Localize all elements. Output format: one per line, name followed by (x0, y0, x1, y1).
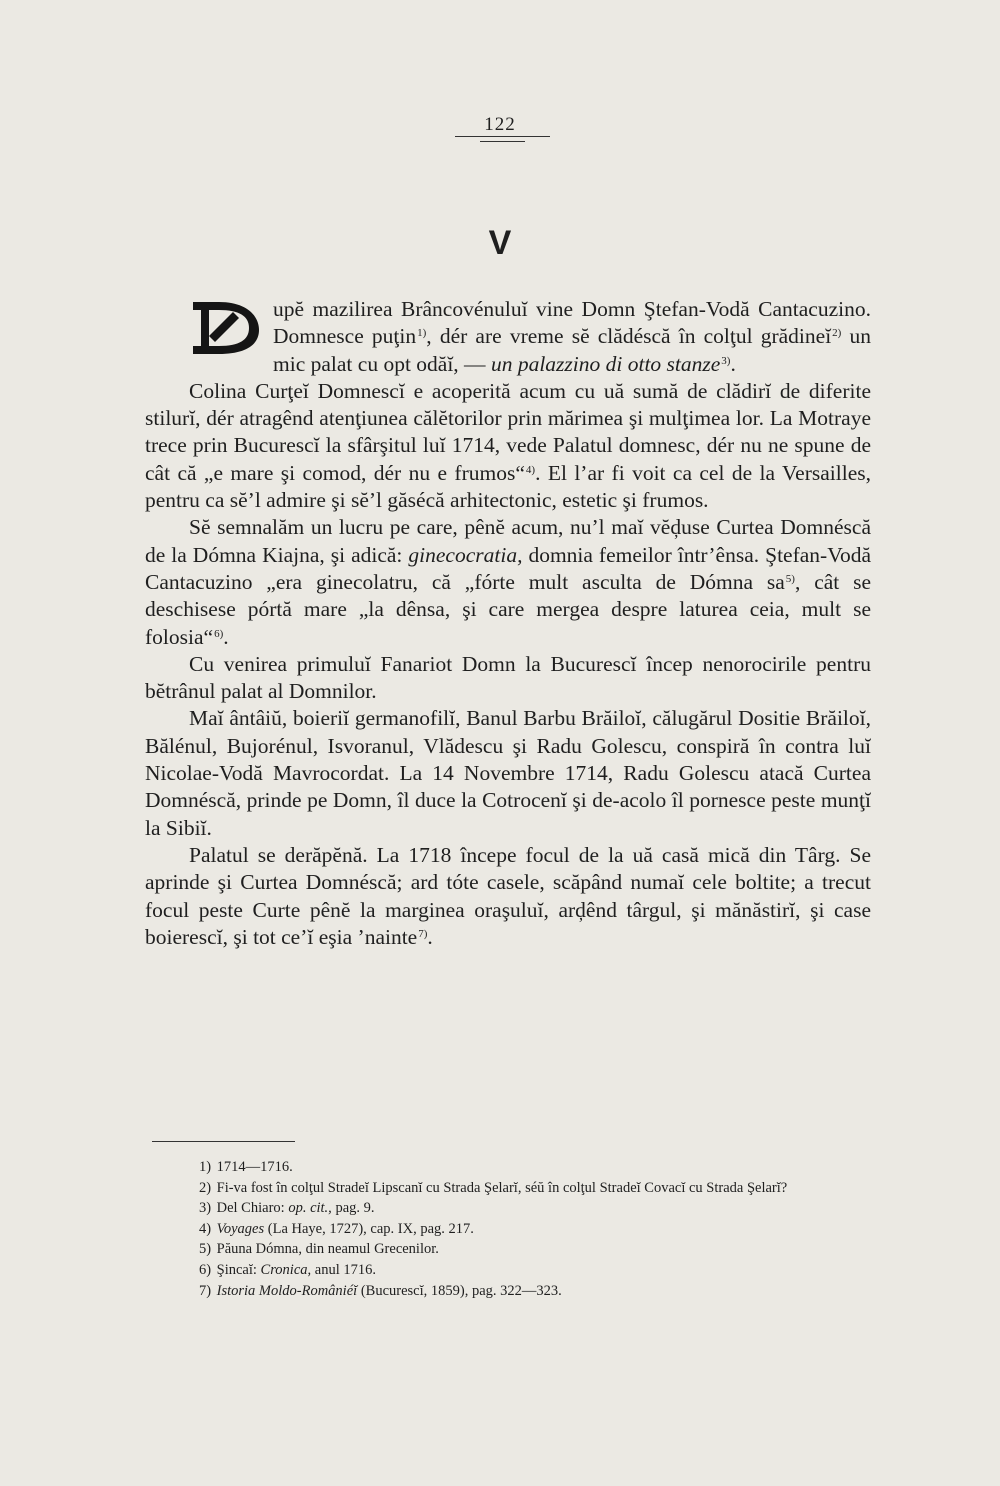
footnote-reference: 5) (785, 572, 795, 585)
footnote-marker: 7) (199, 1282, 212, 1299)
paragraph (145, 378, 871, 514)
footnote-marker: 4) (199, 1220, 212, 1237)
text-run: (Bucurescĭ, 1859), pag. 322—323. (357, 1282, 562, 1299)
footnote-item (145, 1198, 885, 1219)
text-run: un mic palat cu opt odăĭ, — (273, 324, 871, 376)
footnote-marker: 6) (199, 1261, 212, 1278)
footnote-item (145, 1239, 885, 1260)
text-run: Sĕ semnalăm un lucru pe care, pênĕ acum, nu’l maĭ vĕḑuse Curtea Domnéscă de la Dómna Kiajna, şi adică: (145, 515, 871, 567)
footnote-marker: 2) (199, 1179, 212, 1196)
text-run: . (427, 924, 433, 949)
text-run: . (730, 351, 736, 376)
italic-text: ginecocratia, (408, 542, 523, 567)
footnote-reference: 2) (832, 327, 842, 340)
footnote-separator (152, 1141, 295, 1142)
chapter-heading: V (488, 224, 512, 262)
paragraph-content (145, 379, 871, 512)
text-run: anul 1716. (311, 1261, 376, 1278)
text-run: Palatul se derăpĕnă. La 1718 începe focul de la uă casă mică din Târg. Se aprinde şi Curtea Domnéscă; ard tóte casele, scăpând numaĭ cele boltite; a trecut focul peste Curte pênĕ la marginea oraşuluĭ, arḑênd târgul, şi mănăstirĭ, şi case boierescĭ, şi tot ce’ĭ eşia ’nainte (145, 842, 871, 949)
text-run: pag. 9. (331, 1200, 375, 1217)
paragraph-content (145, 652, 871, 703)
italic-text: Istoria Moldo-Româniéĭ (216, 1282, 358, 1299)
text-run: Fi-va fost în colţul Stradeĭ Lipscanĭ cu Strada Şelarĭ, séŭ în colţul Stradeĭ Covacĭ cu Strada Şelarĭ? (216, 1179, 788, 1196)
footnote-item (145, 1260, 885, 1281)
text-run: , dér are vreme sĕ clădéscă în colţul grădineĭ (426, 324, 832, 349)
paragraph (145, 296, 871, 378)
text-run: domnia femeilor într’ênsa. Ştefan-Vodă Cantacuzino „era ginecolatru, că „fórte mult asculta de Dómna sa (145, 542, 872, 594)
text-run: Maĭ ântâiŭ, boieriĭ germanofilĭ, Banul Barbu Brăiloĭ, călugărul Dositie Brăiloĭ, Bălénul, Bujorénul, Isvoranul, Vlădescu şi Radu Golescu, conspiră în contra luĭ Nicolae-Vodă Mavrocordat. La 14 Novembre 1714, Radu Golescu atacă Curtea Domnéscă, prinde pe Domn, îl duce la Cotrocenĭ şi de-acolo îl pornesce peste munţĭ la Sibiĭ. (145, 706, 871, 840)
text-run: upĕ mazilirea Brâncovénuluĭ vine Domn Ştefan-Vodă Cantacuzino. Domnesce puţin (273, 297, 871, 349)
paragraph (145, 514, 871, 650)
italic-text: un palazzino di otto stanze (490, 351, 721, 376)
text-run: Cu venirea primuluĭ Fanariot Domn la Bucurescĭ încep nenorocirile pentru bĕtrânul palat al Domnilor. (145, 651, 871, 704)
page-number-rule (455, 136, 550, 137)
paragraph (145, 705, 871, 841)
paragraph (145, 651, 871, 706)
footnote-marker: 5) (199, 1241, 212, 1258)
italic-text: Voyages (216, 1220, 265, 1237)
text-run: , cât se deschisese pórtă mare „la dênsa, şi care mergea despre laturea ceia, mult se folosia“ (145, 569, 872, 649)
footnote-reference: 4) (525, 463, 536, 476)
footnote-item (145, 1178, 885, 1199)
page-number-rule-short (480, 141, 525, 142)
footnote-marker: 1) (199, 1159, 212, 1175)
italic-text: op. cit., (288, 1200, 332, 1217)
page-number: 122 (484, 114, 516, 135)
paragraph-content (273, 297, 871, 376)
dropcap-glyph-icon (189, 298, 261, 358)
text-run: (La Haye, 1727), cap. IX, pag. 217. (264, 1220, 474, 1237)
footnote-item (145, 1219, 885, 1240)
body-text (145, 296, 871, 951)
text-run: Păuna Dómna, din neamul Grecenilor. (216, 1241, 439, 1258)
footnotes (145, 1157, 885, 1301)
text-run: Colina Curţeĭ Domnescĭ e acoperită acum cu uă sumă de clădirĭ de diferite stilurĭ, dér atragênd atenţiunea călĕtorilor prin mărimea şi mulţimea lor. La Motraye trece prin Bucurescĭ la sfârşitul luĭ 1714, vede Palatul domnesc, dér nu ne spune de cât că „e mare şi comod, dér nu e frumos“ (145, 378, 871, 485)
footnote-reference: 3) (721, 354, 731, 367)
paragraph (145, 842, 871, 951)
text-run: . (223, 624, 229, 649)
dropcap-letter (189, 298, 261, 358)
footnote-item (145, 1281, 885, 1302)
footnote-marker: 3) (199, 1200, 212, 1217)
text-run: Şincaĭ: (216, 1261, 261, 1278)
paragraph-content (145, 515, 871, 648)
text-run: 1714—1716. (216, 1159, 293, 1175)
paragraph-content (145, 843, 871, 949)
footnote-reference: 7) (418, 927, 428, 940)
text-run: . El l’ar fi voit ca cel de la Versailles, pentru ca sĕ’l admire şi sĕ’l găsécă arhitectonic, estetic şi frumos. (145, 460, 871, 513)
paragraph-content (145, 706, 871, 839)
footnote-item (145, 1157, 885, 1178)
text-run: Del Chiaro: (216, 1200, 289, 1217)
footnote-reference: 1) (417, 327, 427, 340)
footnote-reference: 6) (214, 627, 224, 640)
italic-text: Cronica, (260, 1261, 312, 1278)
